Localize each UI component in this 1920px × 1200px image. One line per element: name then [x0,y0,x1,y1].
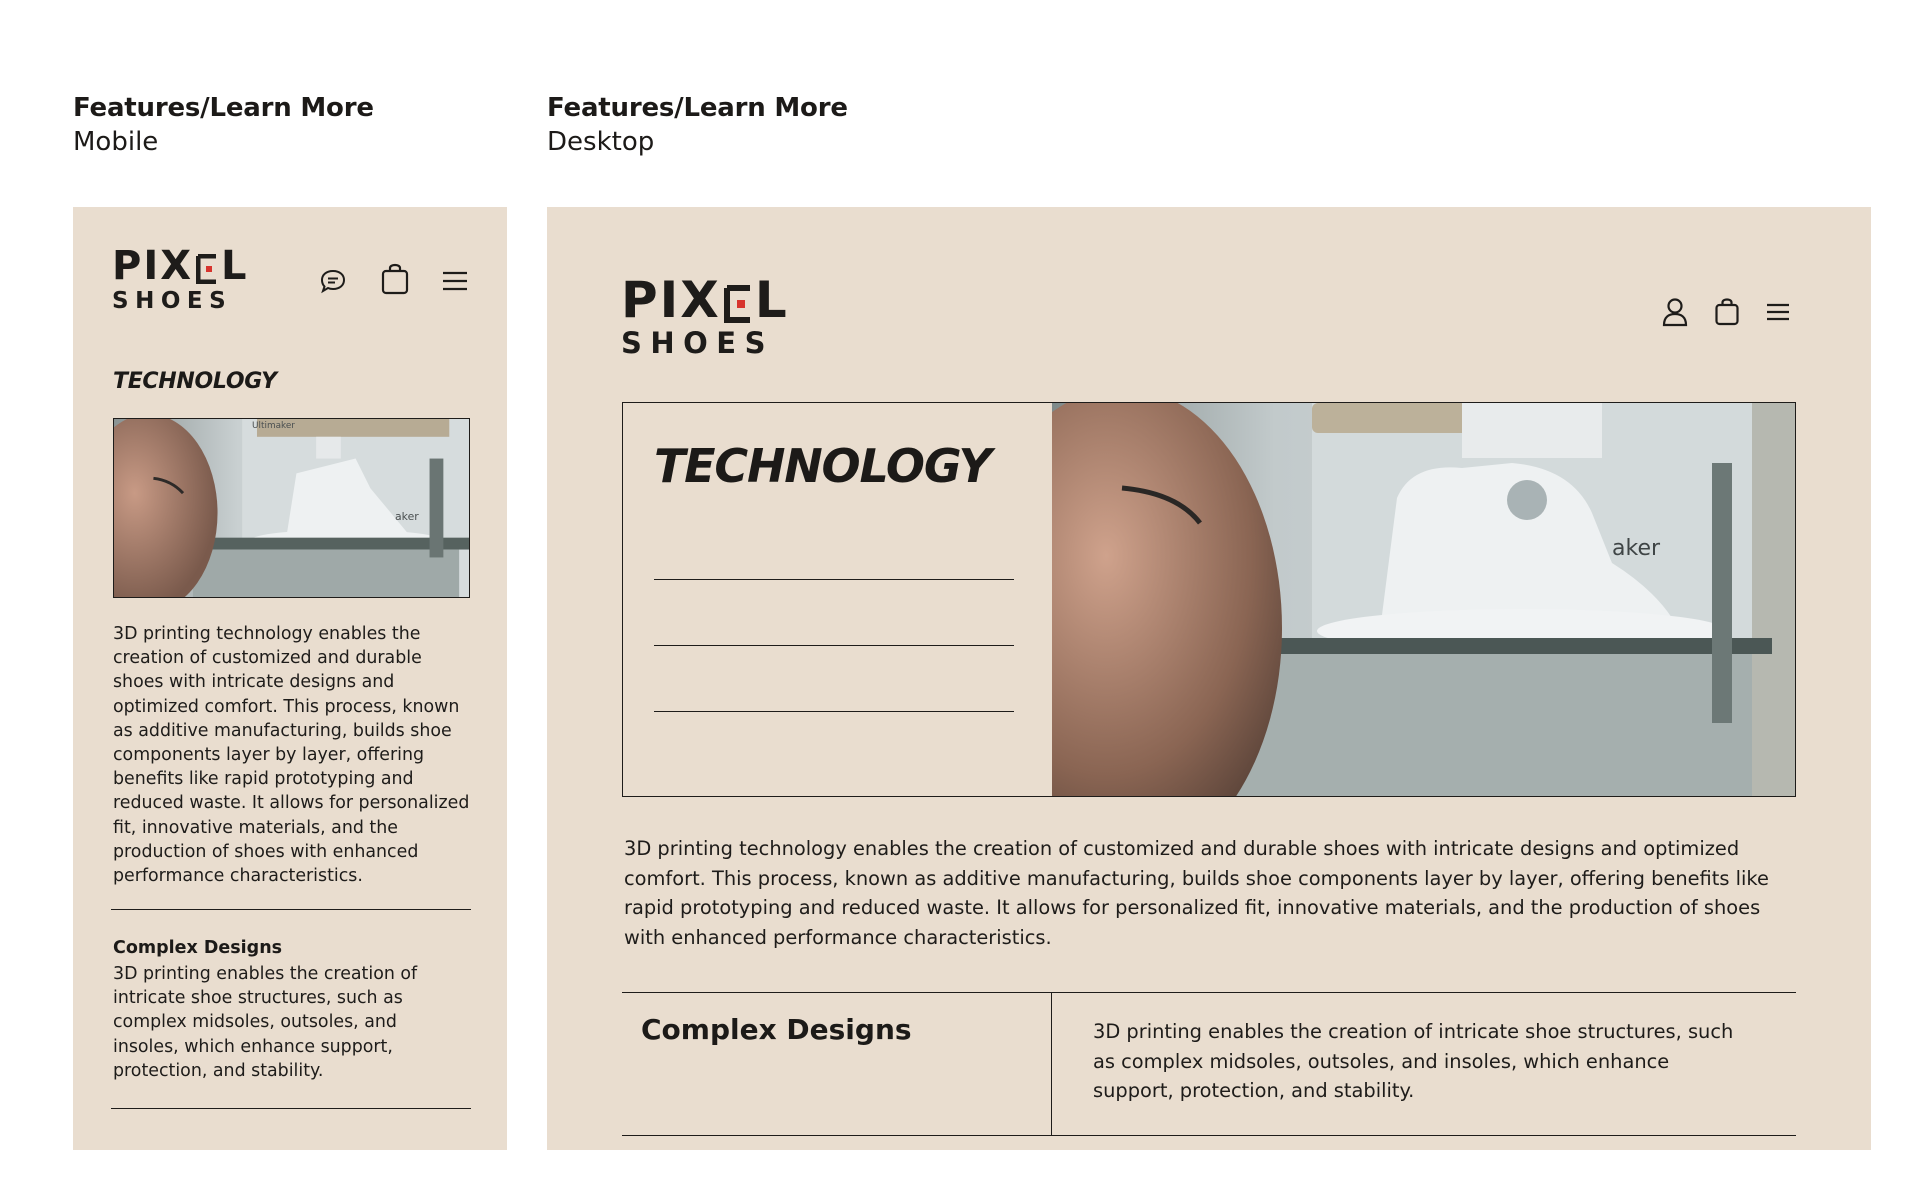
mobile-label-subtitle: Mobile [73,127,159,157]
divider [111,909,471,910]
logo-text-pix: PIX [112,243,194,289]
brand-logo[interactable] [112,243,249,314]
desktop-label [547,91,848,159]
menu-icon[interactable] [441,270,469,292]
desktop-label-subtitle: Desktop [547,127,655,157]
desktop-mockup [547,207,1871,1150]
feature-title: Complex Designs [641,1013,912,1046]
user-icon[interactable] [1661,297,1689,327]
logo-text-shoes: SHOES [621,326,775,360]
mobile-label [73,91,374,159]
placeholder-line [654,645,1014,646]
shopping-bag-icon[interactable] [1714,296,1740,326]
divider [111,1108,471,1109]
printer-brand-label: aker [1612,536,1661,561]
section-title: TECHNOLOGY [654,439,991,493]
placeholder-line [654,579,1014,580]
hero-card [622,402,1796,797]
technology-photo [1052,403,1795,796]
mobile-mockup [73,207,507,1150]
section-title: TECHNOLOGY [113,369,277,394]
table-top-border [622,992,1796,993]
logo-text-pix: PIX [621,271,721,329]
desktop-label-title: Features/Learn More [547,93,848,123]
brand-logo[interactable] [621,271,789,360]
logo-e-mark [724,281,752,319]
logo-e-mark [196,251,218,281]
menu-icon[interactable] [1765,302,1791,322]
mobile-label-title: Features/Learn More [73,93,374,123]
section-body: 3D printing technology enables the creation of customized and durable shoes with intricate designs and optimized comfort. This process, known as additive manufacturing, builds shoe components layer by layer, offering benefits like rapid prototyping and reduced waste. It allows for personalized fit, innovative materials, and the production of shoes with enhanced performance characteristics. [113,624,470,887]
feature-text: 3D printing enables the creation of intricate shoe structures, such as complex midsoles, outsoles, and insoles, which enhance support, protection, and stability. [1093,1020,1734,1102]
table-bottom-border [622,1135,1796,1136]
section-body: 3D printing technology enables the creation of customized and durable shoes with intricate designs and optimized comfort. This process, known as additive manufacturing, builds shoe components layer by layer, offering benefits like rapid prototyping and reduced waste. It allows for personalized fit, innovative materials, and the production of shoes with enhanced performance characteristics. [624,837,1769,949]
table-column-divider [1051,992,1052,1135]
logo-text-shoes: SHOES [112,288,233,314]
logo-text-l: L [221,243,249,289]
technology-photo [113,418,470,598]
printer-top-label: Ultimaker [252,420,295,431]
shopping-bag-icon[interactable] [380,261,410,295]
printer-brand-label: aker [395,509,419,523]
logo-text-l: L [754,271,789,329]
placeholder-line [654,711,1014,712]
feature-text: 3D printing enables the creation of intricate shoe structures, such as complex midsoles, outsoles, and insoles, which enhance support, protection, and stability. [113,964,418,1081]
feature-title: Complex Designs [113,938,283,958]
chat-icon[interactable] [319,268,347,296]
